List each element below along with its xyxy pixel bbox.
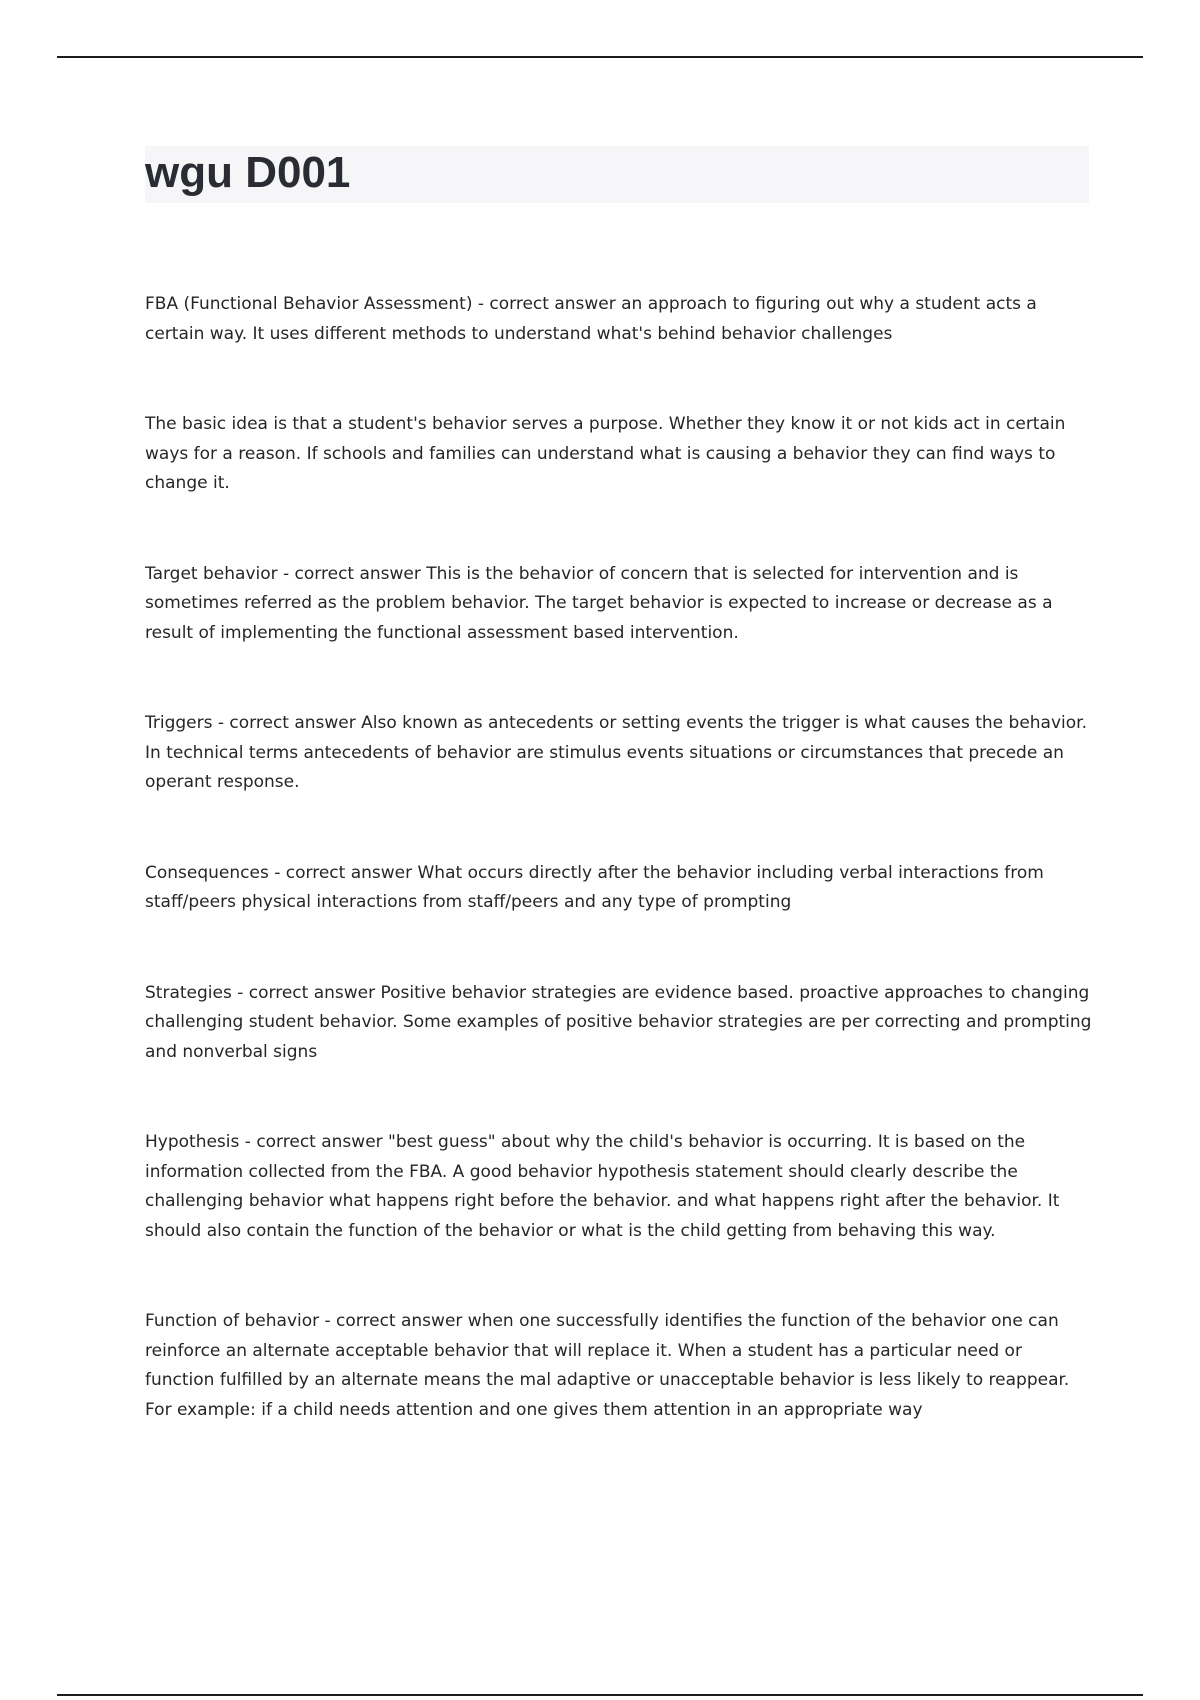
entry-strategies: Strategies - correct answer Positive behavior strategies are evidence based. proactive approaches to changing challenging student behavior. Some examples of positive behavior strategies are per correcting and prompting and nonverbal signs [145,982,1092,1062]
entry-target-behavior: Target behavior - correct answer This is the behavior of concern that is selected for intervention and is sometimes referred as the problem behavior. The target behavior is expected to increase or decrease as a result of implementing the functional assessment based intervention. [145,563,1053,643]
title-banner [145,146,1089,203]
entry-function-of-behavior: Function of behavior - correct answer when one successfully identifies the function of the behavior one can reinforce an alternate acceptable behavior that will replace it. When a student has a particular need or function fulfilled by an alternate means the mal adaptive or unacceptable behavior is less likely to reappear. For example: if a child needs attention and one gives them attention in an appropriate way [145,1311,1070,1420]
entry-basic-idea: The basic idea is that a student's behavior serves a purpose. Whether they know it or not kids act in certain ways for a reason. If schools and families can understand what is causing a behavior they can find ways to change it. [145,414,1066,493]
entry-hypothesis: Hypothesis - correct answer "best guess" about why the child's behavior is occurring. It is based on the information collected from the FBA. A good behavior hypothesis statement should clearly describe the challenging behavior what happens right before the behavior. and what happens right after the behavior. It should also contain the function of the behavior or what is the child getting from behaving this way. [145,1132,1060,1241]
flashcard-list [145,290,1095,1486]
bottom-rule [57,1694,1143,1696]
entry-consequences: Consequences - correct answer What occurs directly after the behavior including verbal interactions from staff/peers physical interactions from staff/peers and any type of prompting [145,862,1044,912]
entry-fba: FBA (Functional Behavior Assessment) - correct answer an approach to figuring out why a student acts a certain way. It uses different methods to understand what's behind behavior challenges [145,294,1037,344]
top-rule [57,56,1143,58]
document-title: wgu D001 [145,148,351,197]
entry-triggers: Triggers - correct answer Also known as antecedents or setting events the trigger is what causes the behavior. In technical terms antecedents of behavior are stimulus events situations or circumstances that precede an operant response. [145,713,1087,792]
